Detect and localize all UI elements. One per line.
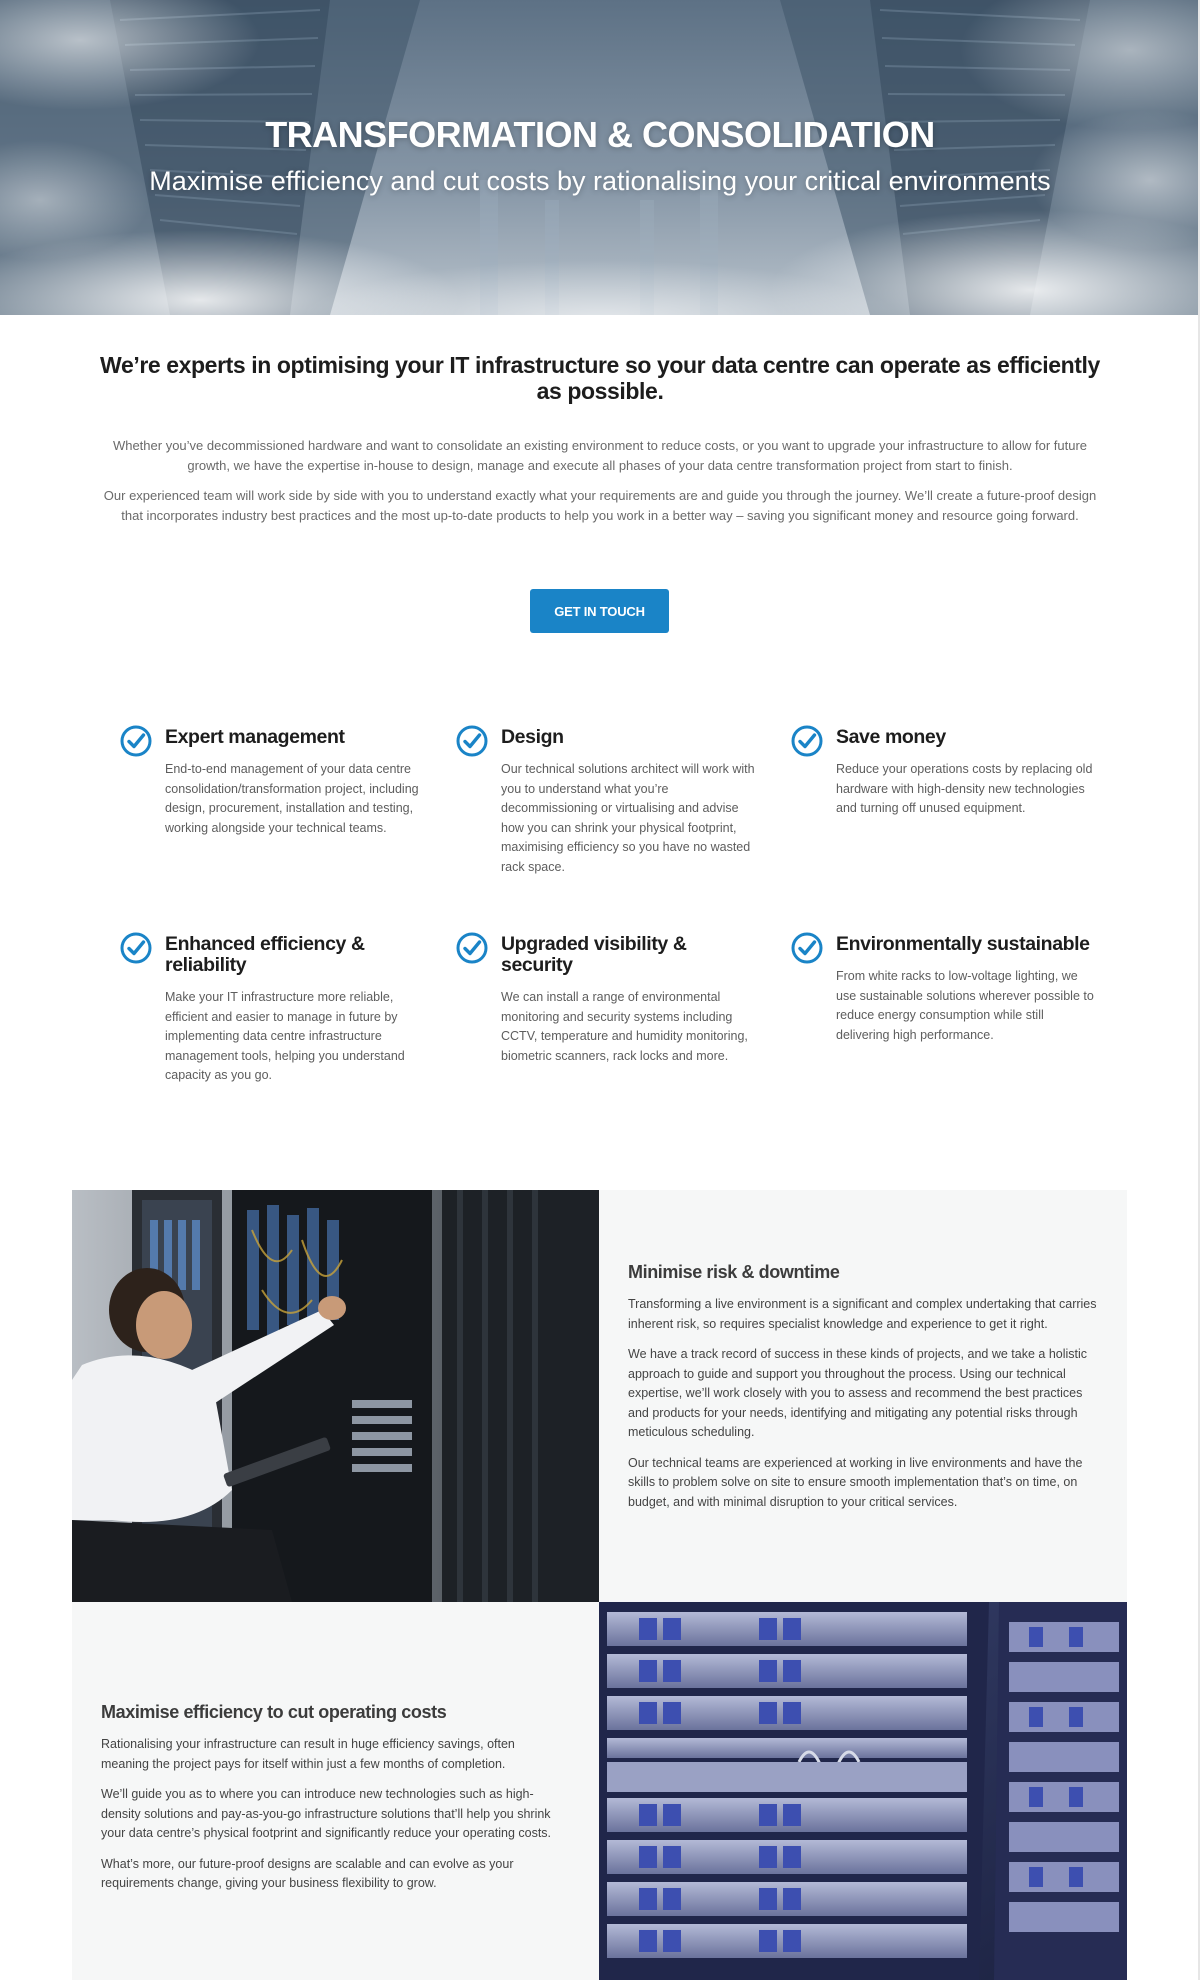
feature-description: From white racks to low-voltage lighting, we use sustainable solutions wherever possible to reduce energy consumption while still delivering high performance.	[836, 969, 1094, 1042]
feature-save-money	[836, 727, 1096, 819]
feature-title: Environmentally sustainable	[836, 933, 1090, 955]
feature-title: Expert management	[165, 726, 345, 748]
check-circle-icon	[456, 725, 488, 757]
hero-title: TRANSFORMATION & CONSOLIDATION	[265, 114, 935, 155]
server-rack-photo	[599, 1602, 1127, 1980]
feature-description: We can install a range of environmental monitoring and security systems including CCTV, temperature and humidity monitoring, biometric scanners, rack locks and more.	[501, 990, 748, 1063]
section-heading: Maximise efficiency to cut operating costs	[101, 1702, 447, 1722]
feature-upgraded-visibility	[501, 934, 761, 1066]
section-paragraph: We have a track record of success in these kinds of projects, and we take a holistic approach to guide and support you throughout the process. Using our technical expertise, we’ll work closely with you to assess and recommend the best practices and products for your needs, identifying and mitigating any potential risks through meticulous scheduling.	[628, 1347, 1088, 1439]
feature-environmentally-sustainable	[836, 934, 1096, 1045]
hero-banner	[0, 0, 1200, 315]
minimise-risk-panel	[599, 1190, 1127, 1602]
feature-description: Our technical solutions architect will work with you to understand what you’re decommissioning or virtualising and advise how you can shrink your physical footprint, maximising efficiency so you have no wasted rack space.	[501, 762, 755, 874]
hero-subtitle: Maximise efficiency and cut costs by rationalising your critical environments	[149, 166, 1051, 196]
maximise-efficiency-panel	[72, 1602, 599, 1980]
check-circle-icon	[791, 932, 823, 964]
section-paragraph: Our technical teams are experienced at working in live environments and have the skills to problem solve on site to ensure smooth implementation that’s on time, on budget, and with minimal disruption to your critical services.	[628, 1455, 1083, 1509]
maximise-efficiency-content	[101, 1702, 561, 1905]
intro-paragraph: Our experienced team will work side by side with you to understand exactly what your requirements are and guide you through the journey. We’ll create a future-proof design that incorporates industry best practices and the most up-to-date products to help you work in a better way – saving you significant money and resource going forward.	[103, 488, 1097, 523]
feature-title: Enhanced efficiency & reliability	[165, 933, 365, 976]
minimise-risk-content	[628, 1262, 1098, 1523]
feature-description: Reduce your operations costs by replacing old hardware with high-density new technologies and turning off unused equipment.	[836, 762, 1093, 815]
section-paragraph: Rationalising your infrastructure can result in huge efficiency savings, often meaning the project pays for itself within just a few months of completion.	[101, 1737, 515, 1771]
check-circle-icon	[456, 932, 488, 964]
intro-paragraph: Whether you’ve decommissioned hardware and want to consolidate an existing environment to reduce costs, or you want to upgrade your infrastructure to allow for future growth, we have the expertise in-house to design, manage and execute all phases of your data centre transformation project from start to finish.	[112, 438, 1088, 473]
check-circle-icon	[791, 725, 823, 757]
feature-expert-management	[165, 727, 425, 838]
technician-server-photo	[72, 1190, 599, 1602]
check-circle-icon	[120, 932, 152, 964]
section-paragraph: What’s more, our future-proof designs are scalable and can evolve as your requirements change, giving your business flexibility to grow.	[101, 1856, 514, 1890]
section-paragraph: We’ll guide you as to where you can introduce new technologies such as high-density solutions and pay-as-you-go infrastructure solutions that’ll help you shrink your data centre’s physical footprint and significantly reduce your operating costs.	[101, 1787, 552, 1840]
get-in-touch-button[interactable]: GET IN TOUCH	[530, 589, 669, 633]
feature-description: Make your IT infrastructure more reliable, efficient and easier to manage in future by implementing data centre infrastructure management tools, helping you understand capacity as you go.	[165, 990, 405, 1082]
feature-title: Design	[501, 726, 564, 748]
section-heading: Minimise risk & downtime	[628, 1262, 840, 1282]
hero-background-image	[0, 0, 1200, 315]
feature-design	[501, 727, 761, 877]
intro-heading: We’re experts in optimising your IT infrastructure so your data centre can operate as efficiently as possible.	[100, 352, 1100, 404]
feature-enhanced-efficiency	[165, 934, 425, 1086]
section-paragraph: Transforming a live environment is a significant and complex undertaking that carries inherent risk, so requires specialist knowledge and experience to get it right.	[628, 1297, 1097, 1331]
feature-title: Upgraded visibility & security	[501, 933, 687, 976]
check-circle-icon	[120, 725, 152, 757]
feature-title: Save money	[836, 726, 946, 748]
feature-description: End-to-end management of your data centre consolidation/transformation project, including design, procurement, installation and testing, working alongside your technical teams.	[165, 762, 419, 835]
